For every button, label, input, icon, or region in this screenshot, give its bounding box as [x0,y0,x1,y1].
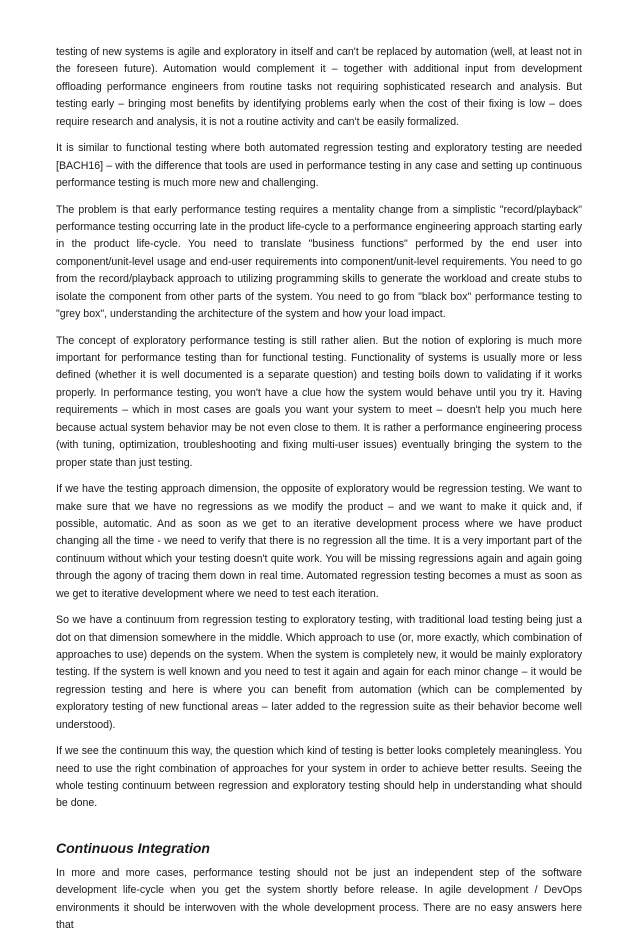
paragraph-4: The concept of exploratory performance testing is still rather alien. But the notion of exploring is much more important for performance testing than for functional testing. Functionality of systems is usually more or less defined (whether it is well documented is a separate question) and testing boils down to validating if it works properly. In performance testing, you won't have a clue how the system would behave until you try it. Having requirements – which in most cases are goals you want your system to meet – doesn't help you much here because actual system behavior may be not even close to them. It is rather a performance engineering process (with tuning, optimization, troubleshooting and fixing multi-user issues) eventually bringing the system to the proper state than just testing. [56,334,582,469]
paragraph-1: testing of new systems is agile and exploratory in itself and can't be replaced by automation (well, at least not in the foreseen future). Automation would complement it – together with additional input from development offloading performance engineers from routine tasks not requiring sophisticated research and analysis. But testing early – bringing most benefits by identifying problems early when the cost of their fixing is low – does require research and analysis, it is not a routine activity and can't be easily formalized. [56,46,582,128]
paragraph-6: So we have a continuum from regression testing to exploratory testing, with traditional load testing being just a dot on that dimension somewhere in the middle. Which approach to use (or, more exactly, which combination of approaches to use) depends on the system. When the system is completely new, it would be mainly exploratory testing. If the system is well known and you need to test it again and again for each minor change – it would be regression testing and here is where you can benefit from automation (which can be complemented by exploratory testing of new functional areas – later added to the regression suite as their behavior become well understood). [56,614,582,731]
paragraph-7: If we see the continuum this way, the question which kind of testing is better looks completely meaningless. You need to use the right combination of approaches for your system in order to achieve better results. Seeing the whole testing continuum between regression and exploratory testing should help in understanding what should be done. [56,745,582,810]
paragraph-5: If we have the testing approach dimension, the opposite of exploratory would be regression testing. We want to make sure that we have no regressions as we modify the product – and we want to make it quick and, if possible, automatic. And as soon as we get to an iterative development process where we have product changing all the time - we need to verify that there is no regression all the time. It is a very important part of the continuum without which your testing doesn't quite work. You will be missing regressions again and again going through the agony of tracing them down in real time. Automated regression testing becomes a must as soon as we get to iterative development where we need to test each iteration. [56,483,582,600]
paragraph-3: The problem is that early performance testing requires a mentality change from a simplistic "record/playback" performance testing occurring late in the product life-cycle to a performance engineering approach starting early in the product life-cycle. You need to translate "business functions" performed by the end user into component/unit-level usage and end-user requirements into component/unit-level requirements. You need to go from the record/playback approach to utilizing programming skills to generate the workload and create stubs to isolate the component from other parts of the system. You need to go from "black box" performance testing to "grey box", understanding the architecture of the system and how your load impact. [56,203,582,321]
paragraph-2: It is similar to functional testing where both automated regression testing and exploratory testing are needed [BACH16] – with the difference that tools are used in performance testing in any case and setting up continuous performance testing is much more new and challenging. [56,142,582,190]
section-paragraph: In more and more cases, performance testing should not be just an independent step of the software development life-cycle when you get the system shortly before release. In agile development / DevOps environments it should be interwoven with the whole development process. There are no easy answers here that [56,866,582,931]
section-heading: Continuous Integration [56,839,210,856]
